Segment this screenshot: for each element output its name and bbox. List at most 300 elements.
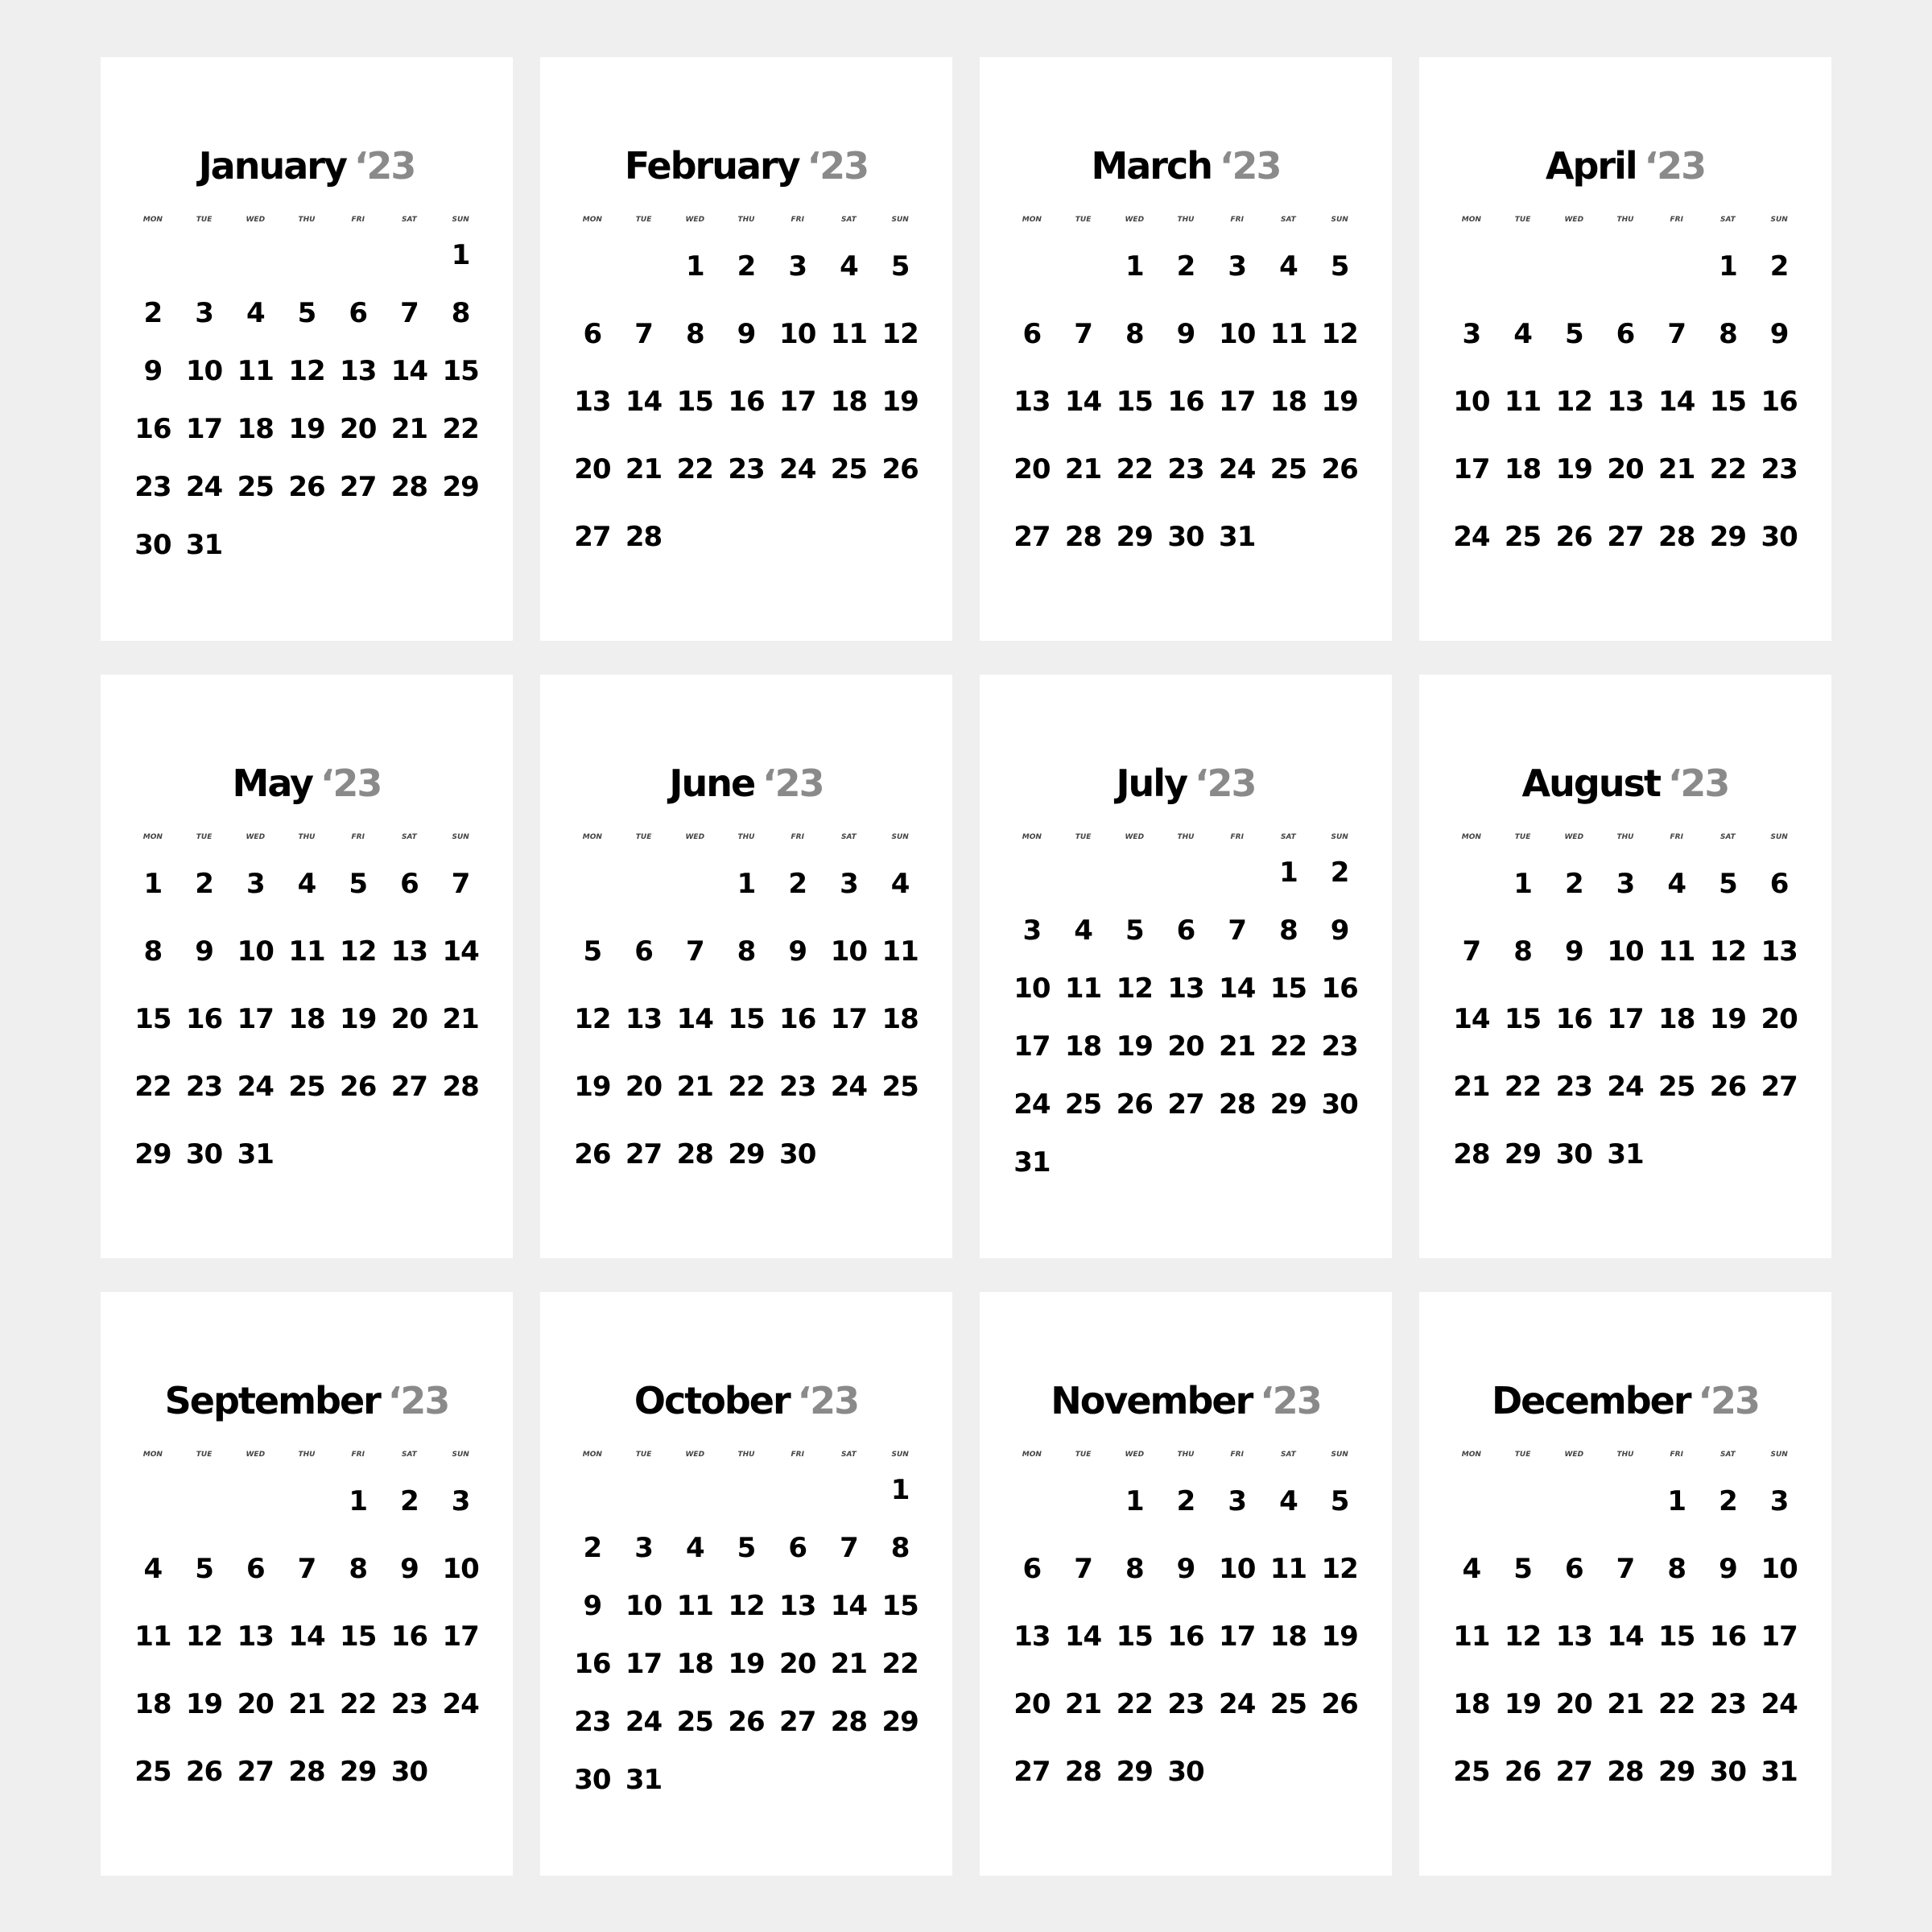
weekday-label: MON: [1022, 216, 1042, 224]
day-cell: 23: [390, 1688, 428, 1720]
day-cell: 15: [1269, 972, 1307, 1005]
day-cell: 29: [340, 1756, 377, 1788]
day-cell: 7: [297, 1553, 316, 1585]
month-name: August: [1521, 762, 1660, 805]
day-cell: 13: [625, 1003, 663, 1035]
weekday-label: TUE: [196, 1451, 213, 1459]
day-cell: 15: [1658, 1620, 1695, 1653]
day-cell: 26: [574, 1138, 611, 1170]
day-cell: 24: [1607, 1071, 1644, 1103]
day-cell: 23: [185, 1071, 223, 1103]
weekday-label: WED: [246, 1451, 266, 1459]
day-cell: 13: [1167, 972, 1204, 1005]
month-name: April: [1545, 144, 1637, 188]
day-cell: 19: [881, 386, 919, 418]
day-cell: 23: [134, 471, 171, 503]
day-cell: 27: [1555, 1756, 1592, 1788]
weekday-label: SAT: [841, 1451, 857, 1459]
month-title: [1419, 762, 1831, 805]
weekday-label: TUE: [1514, 216, 1531, 224]
calendar-grid: [101, 57, 1831, 1876]
day-cell: 28: [676, 1138, 713, 1170]
day-cell: 13: [1013, 1620, 1051, 1653]
day-cell: 3: [1769, 1485, 1789, 1517]
weekday-header: [127, 1451, 486, 1459]
day-cell: 3: [1462, 318, 1481, 350]
weekday-header: [127, 834, 486, 841]
day-cell: 16: [1555, 1003, 1592, 1035]
day-cell: 31: [1013, 1146, 1051, 1179]
day-cell: 31: [1761, 1756, 1798, 1788]
weekday-label: FRI: [1670, 833, 1683, 841]
day-cell: 23: [779, 1071, 816, 1103]
day-cell: 1: [1125, 250, 1144, 283]
day-cell: 20: [1761, 1003, 1798, 1035]
day-cell: 11: [676, 1590, 713, 1622]
day-cell: 8: [737, 935, 756, 968]
day-cell: 29: [1116, 521, 1153, 553]
weekday-label: TUE: [1514, 833, 1531, 841]
day-cell: 13: [340, 355, 377, 387]
month-name: June: [669, 762, 755, 805]
day-cell: 26: [1321, 1688, 1358, 1720]
weekday-label: FRI: [1670, 216, 1683, 224]
weekday-label: THU: [1177, 833, 1195, 841]
weekday-header: [1446, 1451, 1805, 1459]
day-cell: 29: [1504, 1138, 1542, 1170]
day-cell: 27: [390, 1071, 428, 1103]
day-cell: 15: [1504, 1003, 1542, 1035]
day-cell: 24: [1013, 1088, 1051, 1121]
day-cell: 15: [728, 1003, 765, 1035]
weekday-label: THU: [298, 1451, 316, 1459]
weekday-label: WED: [685, 216, 705, 224]
day-cell: 4: [840, 250, 858, 283]
day-cell: 12: [1555, 386, 1592, 418]
year-label: ‘23: [353, 144, 415, 188]
day-cell: 28: [1453, 1138, 1490, 1170]
day-cell: 12: [1709, 935, 1747, 968]
weekday-label: SAT: [1720, 216, 1736, 224]
day-cell: 21: [830, 1648, 868, 1680]
day-cell: 22: [1504, 1071, 1542, 1103]
day-cell: 23: [1321, 1030, 1358, 1063]
day-cell: 7: [840, 1532, 858, 1564]
day-cell: 4: [1279, 250, 1298, 283]
day-cell: 29: [442, 471, 479, 503]
day-cell: 18: [1064, 1030, 1102, 1063]
day-cell: 4: [1667, 868, 1686, 900]
month-title: [540, 144, 952, 188]
day-cell: 2: [1564, 868, 1583, 900]
day-cell: 30: [1167, 521, 1204, 553]
day-cell: 12: [1504, 1620, 1542, 1653]
day-cell: 30: [1555, 1138, 1592, 1170]
day-cell: 24: [830, 1071, 868, 1103]
day-cell: 2: [195, 868, 213, 900]
day-cell: 15: [442, 355, 479, 387]
day-cell: 21: [1658, 453, 1695, 485]
day-cell: 7: [1616, 1553, 1635, 1585]
weekday-label: WED: [1564, 216, 1584, 224]
day-cell: 26: [288, 471, 325, 503]
weekday-label: TUE: [635, 833, 652, 841]
day-cell: 21: [1607, 1688, 1644, 1720]
day-cell: 1: [143, 868, 163, 900]
day-cell: 22: [1269, 1030, 1307, 1063]
day-cell: 10: [1219, 1553, 1256, 1585]
weekday-label: FRI: [791, 1451, 804, 1459]
day-cell: 21: [676, 1071, 713, 1103]
day-cell: 9: [583, 1590, 602, 1622]
day-cell: 10: [237, 935, 274, 968]
day-cell: 27: [340, 471, 377, 503]
day-cell: 14: [1064, 386, 1102, 418]
day-cell: 4: [685, 1532, 704, 1564]
month-title: [101, 1379, 513, 1422]
day-cell: 20: [574, 453, 611, 485]
day-cell: 30: [1761, 521, 1798, 553]
month-name: October: [634, 1379, 790, 1422]
weekday-label: THU: [737, 216, 755, 224]
day-cell: 31: [237, 1138, 274, 1170]
weekday-label: TUE: [635, 1451, 652, 1459]
day-cell: 2: [1176, 1485, 1195, 1517]
day-cell: 11: [288, 935, 325, 968]
day-cell: 29: [1269, 1088, 1307, 1121]
month-name: May: [232, 762, 312, 805]
day-cell: 23: [1761, 453, 1798, 485]
day-cell: 17: [237, 1003, 274, 1035]
weekday-header: [1446, 834, 1805, 841]
day-cell: 9: [1564, 935, 1583, 968]
day-cell: 26: [1116, 1088, 1153, 1121]
day-cell: 25: [1064, 1088, 1102, 1121]
day-cell: 14: [1064, 1620, 1102, 1653]
day-cell: 7: [1074, 1553, 1092, 1585]
day-cell: 16: [134, 413, 171, 445]
month-name: November: [1051, 1379, 1253, 1422]
day-cell: 25: [288, 1071, 325, 1103]
day-grid: [127, 226, 486, 574]
day-cell: 11: [134, 1620, 171, 1653]
day-cell: 17: [830, 1003, 868, 1035]
weekday-label: SUN: [1331, 216, 1348, 224]
day-cell: 25: [1269, 1688, 1307, 1720]
weekday-header: [567, 217, 926, 224]
day-cell: 9: [737, 318, 756, 350]
weekday-header: [1446, 217, 1805, 224]
day-cell: 2: [1176, 250, 1195, 283]
month-title: [980, 1379, 1392, 1422]
year-label: ‘23: [797, 1379, 859, 1422]
day-cell: 12: [1321, 1553, 1358, 1585]
day-cell: 5: [1513, 1553, 1532, 1585]
day-cell: 26: [1504, 1756, 1542, 1788]
weekday-label: TUE: [1075, 1451, 1092, 1459]
day-cell: 16: [1709, 1620, 1747, 1653]
day-cell: 30: [1709, 1756, 1747, 1788]
day-cell: 8: [1667, 1553, 1686, 1585]
month-title: [540, 1379, 952, 1422]
day-cell: 28: [288, 1756, 325, 1788]
day-cell: 29: [728, 1138, 765, 1170]
day-cell: 13: [1607, 386, 1644, 418]
day-cell: 4: [246, 297, 265, 329]
day-cell: 2: [1719, 1485, 1737, 1517]
weekday-label: MON: [582, 1451, 602, 1459]
day-cell: 19: [1321, 1620, 1358, 1653]
day-cell: 10: [625, 1590, 663, 1622]
weekday-label: THU: [737, 1451, 755, 1459]
day-cell: 30: [779, 1138, 816, 1170]
year-label: ‘23: [1195, 762, 1256, 805]
year-label: ‘23: [1667, 762, 1729, 805]
weekday-label: MON: [1022, 833, 1042, 841]
day-cell: 1: [1719, 250, 1737, 283]
day-cell: 4: [297, 868, 316, 900]
day-cell: 3: [1022, 914, 1042, 947]
weekday-label: THU: [737, 833, 755, 841]
day-cell: 10: [1453, 386, 1490, 418]
weekday-label: SUN: [1331, 1451, 1348, 1459]
day-cell: 15: [134, 1003, 171, 1035]
weekday-header: [1006, 834, 1365, 841]
day-cell: 29: [1709, 521, 1747, 553]
day-cell: 10: [1761, 1553, 1798, 1585]
day-cell: 23: [1167, 1688, 1204, 1720]
day-cell: 1: [1125, 1485, 1144, 1517]
day-cell: 14: [442, 935, 479, 968]
day-cell: 28: [1219, 1088, 1256, 1121]
day-cell: 17: [1607, 1003, 1644, 1035]
day-cell: 27: [237, 1756, 274, 1788]
day-cell: 30: [574, 1764, 611, 1796]
day-cell: 2: [1330, 857, 1349, 889]
weekday-label: WED: [246, 216, 266, 224]
day-cell: 15: [1116, 1620, 1153, 1653]
day-cell: 13: [574, 386, 611, 418]
day-cell: 1: [685, 250, 704, 283]
weekday-label: SAT: [1281, 1451, 1296, 1459]
day-cell: 13: [779, 1590, 816, 1622]
weekday-label: MON: [1022, 1451, 1042, 1459]
day-cell: 22: [1116, 453, 1153, 485]
day-cell: 17: [1013, 1030, 1051, 1063]
day-grid: [567, 850, 926, 1188]
day-cell: 9: [1330, 914, 1349, 947]
year-label: ‘23: [320, 762, 382, 805]
day-cell: 26: [1321, 453, 1358, 485]
day-cell: 25: [881, 1071, 919, 1103]
weekday-label: THU: [1616, 216, 1634, 224]
day-cell: 22: [881, 1648, 919, 1680]
weekday-label: SUN: [1770, 833, 1788, 841]
day-cell: 15: [676, 386, 713, 418]
day-cell: 31: [1607, 1138, 1644, 1170]
weekday-label: WED: [1125, 1451, 1145, 1459]
day-cell: 26: [1555, 521, 1592, 553]
day-cell: 30: [185, 1138, 223, 1170]
weekday-label: WED: [1564, 1451, 1584, 1459]
month-card-august: [1419, 675, 1831, 1258]
day-cell: 14: [830, 1590, 868, 1622]
month-title: [980, 762, 1392, 805]
day-cell: 7: [451, 868, 470, 900]
day-cell: 2: [737, 250, 756, 283]
day-cell: 1: [1513, 868, 1532, 900]
day-cell: 16: [728, 386, 765, 418]
weekday-label: FRI: [1230, 833, 1244, 841]
month-card-december: [1419, 1292, 1831, 1876]
day-cell: 3: [1616, 868, 1635, 900]
day-cell: 12: [288, 355, 325, 387]
day-cell: 8: [143, 935, 163, 968]
day-cell: 19: [1709, 1003, 1747, 1035]
day-cell: 18: [881, 1003, 919, 1035]
day-cell: 22: [1709, 453, 1747, 485]
day-cell: 5: [583, 935, 602, 968]
month-name: January: [198, 144, 346, 188]
weekday-label: TUE: [196, 833, 213, 841]
day-cell: 4: [1462, 1553, 1481, 1585]
month-name: July: [1116, 762, 1187, 805]
day-cell: 16: [1761, 386, 1798, 418]
day-cell: 26: [728, 1706, 765, 1738]
weekday-label: MON: [1461, 1451, 1481, 1459]
day-cell: 19: [1504, 1688, 1542, 1720]
year-label: ‘23: [1260, 1379, 1321, 1422]
day-cell: 24: [1761, 1688, 1798, 1720]
year-label: ‘23: [762, 762, 824, 805]
month-name: February: [624, 144, 799, 188]
day-cell: 18: [1658, 1003, 1695, 1035]
day-cell: 28: [390, 471, 428, 503]
day-cell: 9: [400, 1553, 419, 1585]
day-cell: 23: [574, 1706, 611, 1738]
day-cell: 23: [1167, 453, 1204, 485]
day-cell: 10: [442, 1553, 479, 1585]
day-grid: [127, 1468, 486, 1806]
weekday-label: THU: [1177, 216, 1195, 224]
day-cell: 5: [195, 1553, 213, 1585]
day-cell: 26: [340, 1071, 377, 1103]
weekday-label: SUN: [891, 833, 909, 841]
year-label: ‘23: [807, 144, 869, 188]
day-cell: 6: [788, 1532, 807, 1564]
day-cell: 11: [1453, 1620, 1490, 1653]
day-cell: 14: [1607, 1620, 1644, 1653]
day-cell: 5: [890, 250, 910, 283]
day-cell: 21: [390, 413, 428, 445]
day-cell: 16: [1167, 386, 1204, 418]
day-cell: 29: [1116, 1756, 1153, 1788]
day-cell: 23: [728, 453, 765, 485]
day-cell: 24: [442, 1688, 479, 1720]
day-cell: 18: [1504, 453, 1542, 485]
day-cell: 3: [1228, 1485, 1247, 1517]
day-cell: 19: [728, 1648, 765, 1680]
day-cell: 29: [881, 1706, 919, 1738]
weekday-label: WED: [685, 833, 705, 841]
day-cell: 27: [1607, 521, 1644, 553]
day-cell: 5: [1125, 914, 1144, 947]
day-cell: 28: [1607, 1756, 1644, 1788]
day-cell: 28: [625, 521, 663, 553]
day-cell: 12: [1321, 318, 1358, 350]
weekday-label: FRI: [351, 833, 365, 841]
day-cell: 20: [625, 1071, 663, 1103]
month-title: [101, 144, 513, 188]
day-cell: 9: [1176, 1553, 1195, 1585]
day-cell: 6: [1564, 1553, 1583, 1585]
weekday-label: SUN: [452, 1451, 469, 1459]
month-title: [1419, 144, 1831, 188]
weekday-label: SUN: [1770, 216, 1788, 224]
day-cell: 7: [685, 935, 704, 968]
weekday-label: SAT: [402, 216, 417, 224]
day-cell: 21: [288, 1688, 325, 1720]
day-cell: 12: [574, 1003, 611, 1035]
day-cell: 14: [625, 386, 663, 418]
day-cell: 22: [728, 1071, 765, 1103]
day-grid: [1446, 850, 1805, 1188]
day-cell: 29: [1658, 1756, 1695, 1788]
weekday-label: SAT: [1720, 1451, 1736, 1459]
day-cell: 1: [890, 1474, 910, 1506]
weekday-label: SAT: [402, 1451, 417, 1459]
day-cell: 17: [185, 413, 223, 445]
day-cell: 7: [400, 297, 419, 329]
day-cell: 5: [1330, 1485, 1349, 1517]
day-cell: 10: [1219, 318, 1256, 350]
weekday-label: FRI: [351, 216, 365, 224]
weekday-label: SAT: [841, 216, 857, 224]
day-cell: 10: [1607, 935, 1644, 968]
weekday-label: THU: [1616, 833, 1634, 841]
day-cell: 21: [1219, 1030, 1256, 1063]
day-cell: 8: [349, 1553, 368, 1585]
weekday-header: [1006, 1451, 1365, 1459]
day-cell: 6: [1769, 868, 1789, 900]
day-cell: 22: [340, 1688, 377, 1720]
day-cell: 7: [1667, 318, 1686, 350]
day-cell: 13: [1013, 386, 1051, 418]
day-cell: 4: [1279, 1485, 1298, 1517]
day-grid: [127, 850, 486, 1188]
weekday-header: [567, 834, 926, 841]
day-grid: [1446, 1468, 1805, 1806]
weekday-label: SAT: [1281, 833, 1296, 841]
weekday-label: FRI: [351, 1451, 365, 1459]
day-cell: 6: [1022, 318, 1042, 350]
weekday-label: SAT: [1720, 833, 1736, 841]
day-cell: 1: [1279, 857, 1298, 889]
day-grid: [567, 1461, 926, 1809]
weekday-label: SAT: [402, 833, 417, 841]
day-cell: 3: [840, 868, 858, 900]
day-cell: 25: [1453, 1756, 1490, 1788]
day-cell: 31: [1219, 521, 1256, 553]
day-cell: 9: [1176, 318, 1195, 350]
day-cell: 17: [1761, 1620, 1798, 1653]
day-cell: 27: [1013, 521, 1051, 553]
day-cell: 22: [134, 1071, 171, 1103]
day-cell: 14: [288, 1620, 325, 1653]
day-cell: 17: [1453, 453, 1490, 485]
day-cell: 24: [1219, 453, 1256, 485]
day-cell: 18: [1453, 1688, 1490, 1720]
